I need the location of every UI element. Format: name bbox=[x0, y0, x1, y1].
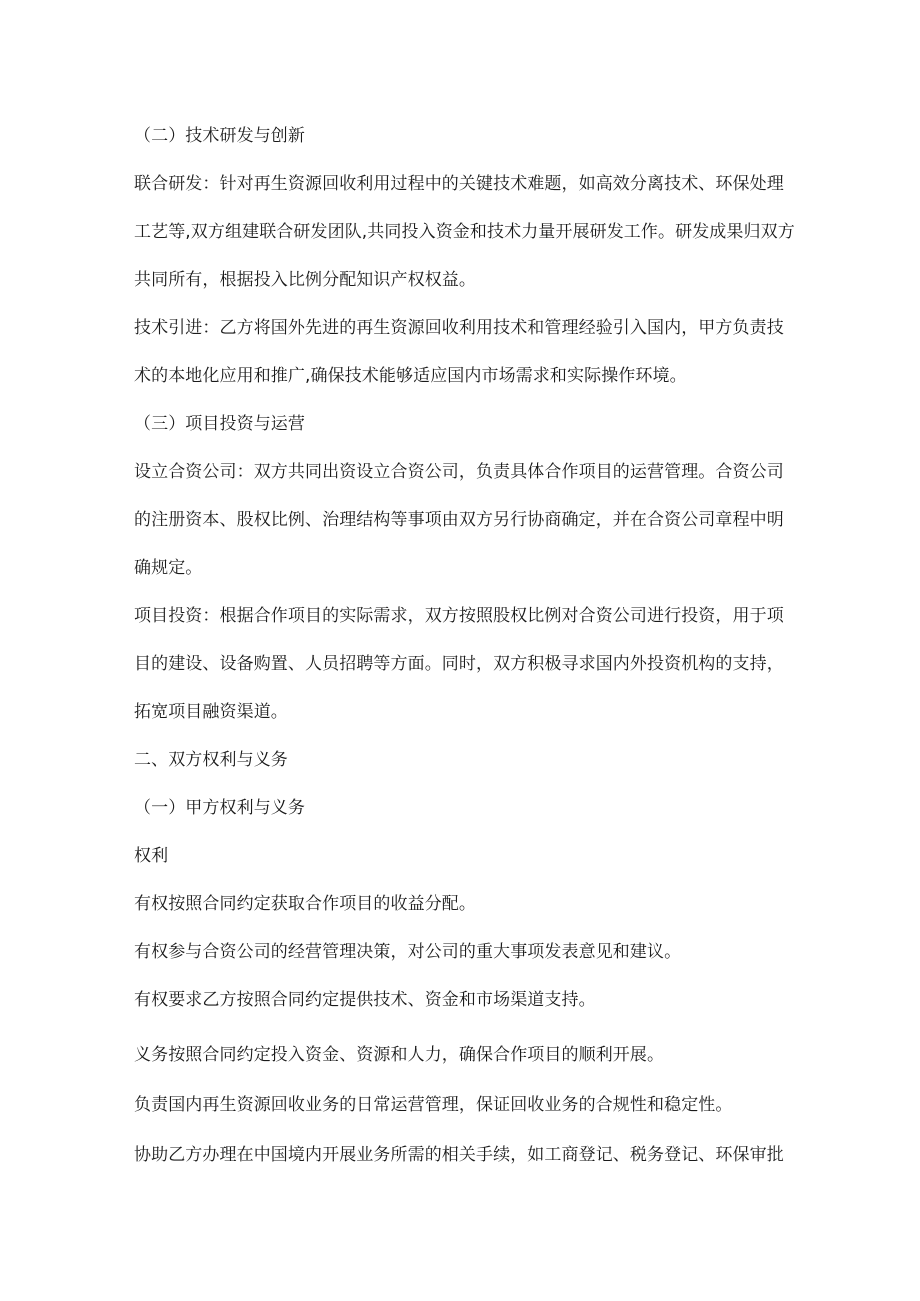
section-heading-tech-rd: （二）技术研发与创新 bbox=[134, 126, 305, 146]
paragraph-line: 的注册资本、股权比例、治理结构等事项由双方另行协商确定，并在合资公司章程中明 bbox=[134, 510, 784, 530]
list-item: 有权参与合资公司的经营管理决策，对公司的重大事项发表意见和建议。 bbox=[134, 942, 682, 962]
paragraph-line: 目的建设、设备购置、人员招聘等方面。同时，双方积极寻求国内外投资机构的支持， bbox=[134, 654, 784, 674]
list-item: 有权要求乙方按照合同约定提供技术、资金和市场渠道支持。 bbox=[134, 990, 596, 1010]
list-item: 义务按照合同约定投入资金、资源和人力，确保合作项目的顺利开展。 bbox=[134, 1045, 665, 1065]
section-heading-party-a: （一）甲方权利与义务 bbox=[134, 798, 305, 818]
paragraph-line: 项目投资：根据合作项目的实际需求，双方按照股权比例对合资公司进行投资，用于项 bbox=[134, 606, 784, 626]
section-heading-investment: （三）项目投资与运营 bbox=[134, 414, 305, 434]
list-item: 协助乙方办理在中国境内开展业务所需的相关手续，如工商登记、税务登记、环保审批 bbox=[134, 1145, 784, 1165]
paragraph-line: 术的本地化应用和推广,确保技术能够适应国内市场需求和实际操作环境。 bbox=[134, 366, 687, 386]
subheading-rights: 权利 bbox=[134, 846, 169, 866]
paragraph-line: 联合研发：针对再生资源回收利用过程中的关键技术难题，如高效分离技术、环保处理 bbox=[134, 174, 784, 194]
paragraph-line: 共同所有，根据投入比例分配知识产权权益。 bbox=[134, 270, 476, 290]
list-item: 负责国内再生资源回收业务的日常运营管理，保证回收业务的合规性和稳定性。 bbox=[134, 1095, 733, 1115]
paragraph-line: 拓宽项目融资渠道。 bbox=[134, 702, 288, 722]
paragraph-line: 设立合资公司：双方共同出资设立合资公司，负责具体合作项目的运营管理。合资公司 bbox=[134, 462, 784, 482]
paragraph-line: 工艺等,双方组建联合研发团队,共同投入资金和技术力量开展研发工作。研发成果归双方 bbox=[134, 222, 795, 242]
paragraph-line: 技术引进：乙方将国外先进的再生资源回收利用技术和管理经验引入国内，甲方负责技 bbox=[134, 318, 784, 338]
paragraph-line: 确规定。 bbox=[134, 558, 203, 578]
chapter-heading-rights: 二、双方权利与义务 bbox=[134, 750, 288, 770]
list-item: 有权按照合同约定获取合作项目的收益分配。 bbox=[134, 894, 476, 914]
